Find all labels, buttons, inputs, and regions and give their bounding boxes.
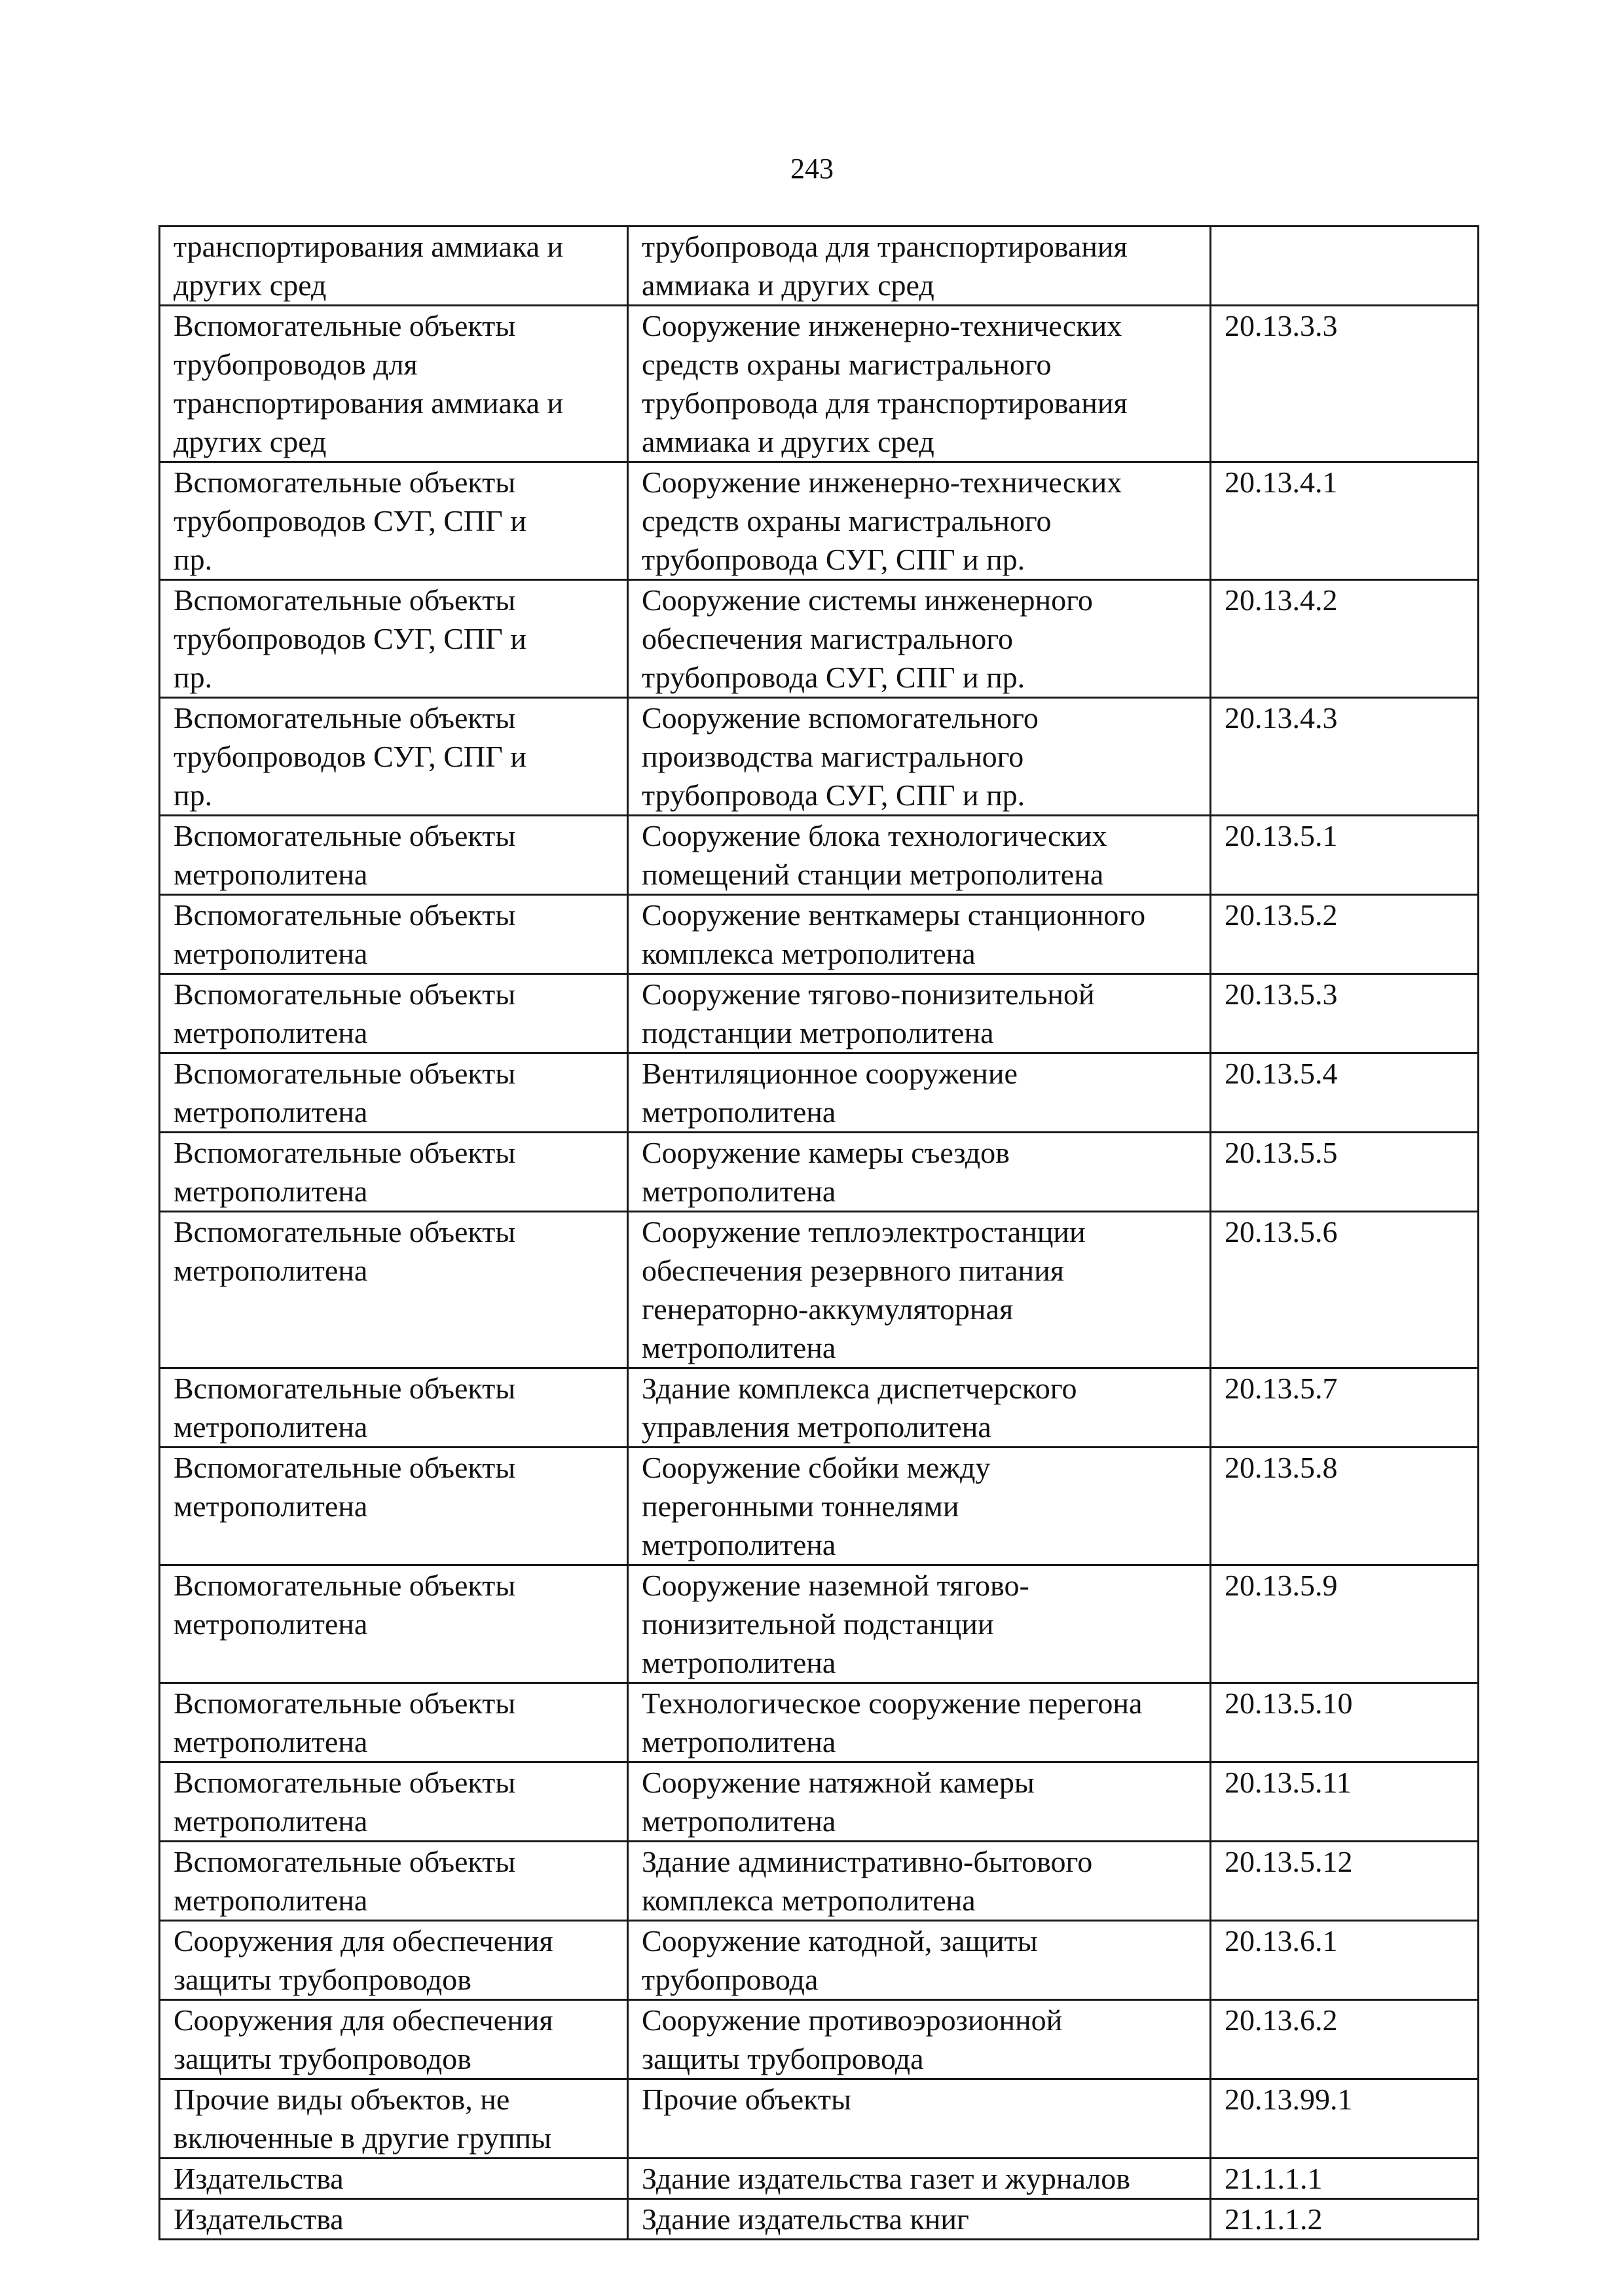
- category-cell: Вспомогательные объекты метрополитена: [160, 816, 628, 895]
- object-cell: Вентиляционное сооружение метрополитена: [628, 1053, 1211, 1133]
- code-cell: 20.13.5.10: [1211, 1683, 1479, 1762]
- object-cell: Сооружение натяжной камеры метрополитена: [628, 1762, 1211, 1842]
- object-cell: Сооружение вспомогательного производства магистрального трубопровода СУГ, СПГ и пр.: [628, 698, 1211, 816]
- table-row: [160, 2079, 1479, 2159]
- table-row: [160, 580, 1479, 698]
- category-cell: Вспомогательные объекты метрополитена: [160, 974, 628, 1053]
- table-row: [160, 1053, 1479, 1133]
- object-cell: Сооружение противоэрозионной защиты трубопровода: [628, 2000, 1211, 2079]
- code-cell: 20.13.5.11: [1211, 1762, 1479, 1842]
- table-row: [160, 816, 1479, 895]
- table-row: [160, 2199, 1479, 2240]
- code-cell: 20.13.5.1: [1211, 816, 1479, 895]
- table-row: [160, 462, 1479, 580]
- code-cell: 20.13.5.5: [1211, 1133, 1479, 1212]
- code-cell: 20.13.4.3: [1211, 698, 1479, 816]
- table-row: [160, 1842, 1479, 1921]
- code-cell: 20.13.5.4: [1211, 1053, 1479, 1133]
- code-cell: 20.13.99.1: [1211, 2079, 1479, 2159]
- code-cell: 20.13.6.2: [1211, 2000, 1479, 2079]
- object-cell: Технологическое сооружение перегона метрополитена: [628, 1683, 1211, 1762]
- category-cell: Вспомогательные объекты метрополитена: [160, 1565, 628, 1683]
- code-cell: 20.13.5.8: [1211, 1448, 1479, 1565]
- code-cell: 20.13.5.9: [1211, 1565, 1479, 1683]
- object-cell: Сооружение венткамеры станционного комплекса метрополитена: [628, 895, 1211, 974]
- object-cell: Сооружение инженерно-технических средств охраны магистрального трубопровода СУГ, СПГ и пр.: [628, 462, 1211, 580]
- category-cell: Вспомогательные объекты метрополитена: [160, 1212, 628, 1368]
- table-row: [160, 974, 1479, 1053]
- object-cell: Здание административно-бытового комплекса метрополитена: [628, 1842, 1211, 1921]
- code-cell: 21.1.1.2: [1211, 2199, 1479, 2240]
- code-cell: 20.13.5.3: [1211, 974, 1479, 1053]
- object-cell: Сооружение блока технологических помещений станции метрополитена: [628, 816, 1211, 895]
- category-cell: Сооружения для обеспечения защиты трубопроводов: [160, 1921, 628, 2000]
- code-cell: 20.13.6.1: [1211, 1921, 1479, 2000]
- code-cell: 20.13.5.2: [1211, 895, 1479, 974]
- code-cell: [1211, 227, 1479, 306]
- table-row: [160, 306, 1479, 462]
- object-cell: Сооружение тягово-понизительной подстанции метрополитена: [628, 974, 1211, 1053]
- category-cell: Вспомогательные объекты метрополитена: [160, 1683, 628, 1762]
- object-cell: Сооружение системы инженерного обеспечения магистрального трубопровода СУГ, СПГ и пр.: [628, 580, 1211, 698]
- table-row: [160, 698, 1479, 816]
- category-cell: Издательства: [160, 2199, 628, 2240]
- object-cell: Сооружение сбойки между перегонными тоннелями метрополитена: [628, 1448, 1211, 1565]
- code-cell: 20.13.5.12: [1211, 1842, 1479, 1921]
- code-cell: 20.13.3.3: [1211, 306, 1479, 462]
- table-row: [160, 1133, 1479, 1212]
- code-cell: 20.13.4.2: [1211, 580, 1479, 698]
- category-cell: Вспомогательные объекты трубопроводов СУГ, СПГ и пр.: [160, 580, 628, 698]
- code-cell: 21.1.1.1: [1211, 2159, 1479, 2199]
- table-row: [160, 1448, 1479, 1565]
- table-row: [160, 1368, 1479, 1448]
- object-cell: трубопровода для транспортирования аммиака и других сред: [628, 227, 1211, 306]
- page-number: 243: [790, 153, 834, 185]
- object-cell: Прочие объекты: [628, 2079, 1211, 2159]
- table-row: [160, 1921, 1479, 2000]
- category-cell: Вспомогательные объекты метрополитена: [160, 1053, 628, 1133]
- table-row: [160, 2159, 1479, 2199]
- table-row: [160, 1212, 1479, 1368]
- category-cell: Вспомогательные объекты метрополитена: [160, 1448, 628, 1565]
- category-cell: Вспомогательные объекты метрополитена: [160, 1762, 628, 1842]
- object-cell: Сооружение катодной, защиты трубопровода: [628, 1921, 1211, 2000]
- category-cell: транспортирования аммиака и других сред: [160, 227, 628, 306]
- classification-table: [158, 225, 1479, 2240]
- object-cell: Сооружение камеры съездов метрополитена: [628, 1133, 1211, 1212]
- category-cell: Вспомогательные объекты метрополитена: [160, 895, 628, 974]
- table-row: [160, 227, 1479, 306]
- object-cell: Здание комплекса диспетчерского управления метрополитена: [628, 1368, 1211, 1448]
- object-cell: Сооружение наземной тягово- понизительной подстанции метрополитена: [628, 1565, 1211, 1683]
- category-cell: Вспомогательные объекты метрополитена: [160, 1368, 628, 1448]
- object-cell: Сооружение теплоэлектростанции обеспечения резервного питания генераторно-аккумуляторная метрополитена: [628, 1212, 1211, 1368]
- code-cell: 20.13.5.6: [1211, 1212, 1479, 1368]
- table-body: [160, 227, 1479, 2240]
- category-cell: Вспомогательные объекты трубопроводов СУГ, СПГ и пр.: [160, 698, 628, 816]
- object-cell: Здание издательства книг: [628, 2199, 1211, 2240]
- table-row: [160, 2000, 1479, 2079]
- table-row: [160, 1565, 1479, 1683]
- code-cell: 20.13.4.1: [1211, 462, 1479, 580]
- category-cell: Издательства: [160, 2159, 628, 2199]
- category-cell: Вспомогательные объекты метрополитена: [160, 1133, 628, 1212]
- table-row: [160, 895, 1479, 974]
- category-cell: Вспомогательные объекты трубопроводов для транспортирования аммиака и других сред: [160, 306, 628, 462]
- object-cell: Сооружение инженерно-технических средств охраны магистрального трубопровода для транспортирования аммиака и других сред: [628, 306, 1211, 462]
- category-cell: Вспомогательные объекты метрополитена: [160, 1842, 628, 1921]
- object-cell: Здание издательства газет и журналов: [628, 2159, 1211, 2199]
- category-cell: Вспомогательные объекты трубопроводов СУГ, СПГ и пр.: [160, 462, 628, 580]
- category-cell: Сооружения для обеспечения защиты трубопроводов: [160, 2000, 628, 2079]
- table-row: [160, 1683, 1479, 1762]
- category-cell: Прочие виды объектов, не включенные в другие группы: [160, 2079, 628, 2159]
- table-row: [160, 1762, 1479, 1842]
- code-cell: 20.13.5.7: [1211, 1368, 1479, 1448]
